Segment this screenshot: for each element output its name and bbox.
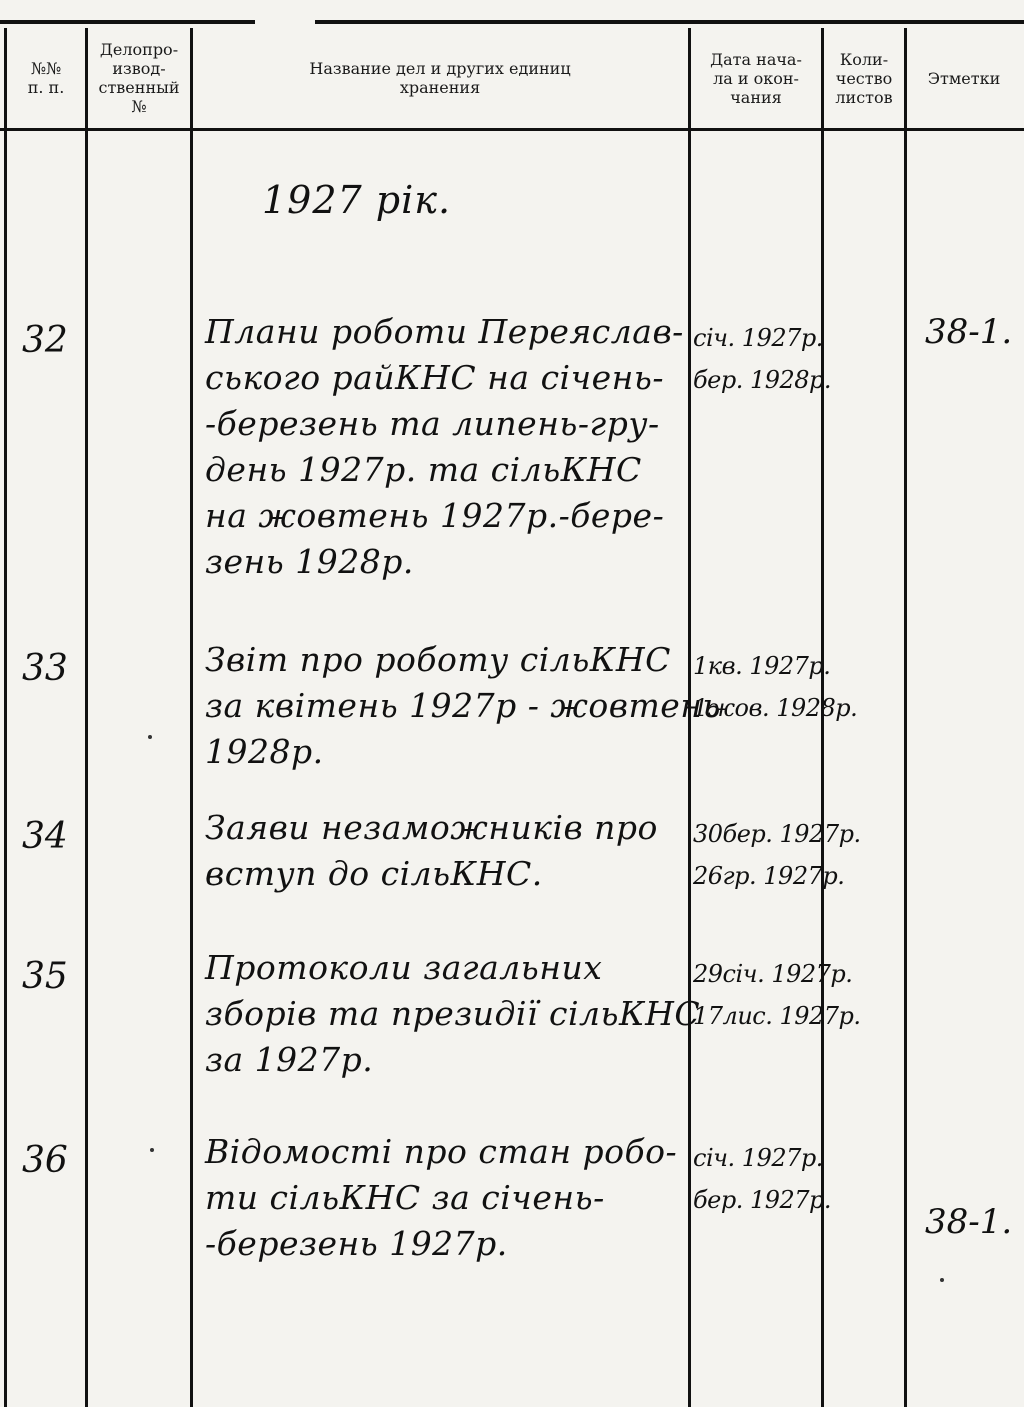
entry-mark: 38-1. [925, 1202, 1013, 1242]
entry-date-line: 26гр. 1927р. [693, 862, 845, 890]
entry-date-line: 29січ. 1927р. [693, 960, 853, 988]
entry-date-line: 30бер. 1927р. [693, 820, 861, 848]
entry-number: 36 [22, 1140, 68, 1181]
entry-title-line: Відомості про стан робо- [205, 1132, 678, 1171]
entry-date-line: січ. 1927р. [693, 1144, 823, 1172]
entry-title-line: зень 1928р. [205, 542, 414, 581]
header-sheets: Коли- чество листов [835, 49, 893, 107]
entry-title-line: ського райКНС на січень- [205, 358, 665, 397]
entry-number: 32 [22, 320, 68, 361]
header-office-number: Делопро- извод- ственный № [98, 40, 180, 116]
entry-title-line: Протоколи загальних [205, 948, 603, 987]
entry-title-line: на жовтень 1927р.-бере- [205, 496, 665, 535]
entry-title-line: день 1927р. та сільКНС [205, 450, 642, 489]
column-line [904, 28, 907, 1407]
entry-number: 35 [22, 956, 68, 997]
entry-date-line: бер. 1928р. [693, 366, 832, 394]
header-number: №№ п. п. [27, 59, 65, 97]
entry-title-line: Плани роботи Переяслав- [205, 312, 684, 351]
entry-title-line: Заяви незаможників про [205, 808, 658, 847]
entry-number: 33 [22, 648, 68, 689]
entry-title-line: ти сільКНС за січень- [205, 1178, 605, 1217]
entry-date-line: 1жов. 1928р. [693, 694, 858, 722]
entry-title-line: за 1927р. [205, 1040, 374, 1079]
entry-title-line: 1928р. [205, 732, 324, 771]
entry-title-line: вступ до сільКНС. [205, 854, 543, 893]
entry-title-line: -березень 1927р. [205, 1224, 508, 1263]
entry-date-line: бер. 1927р. [693, 1186, 832, 1214]
entry-date-line: січ. 1927р. [693, 324, 823, 352]
header-title: Название дел и других единиц хранения [309, 59, 571, 97]
header-marks: Этметки [927, 68, 1001, 88]
top-border [0, 20, 1024, 24]
entry-date-line: 1кв. 1927р. [693, 652, 831, 680]
header-dates: Дата нача- ла и окон- чания [710, 49, 802, 107]
column-line [85, 28, 88, 1407]
year-heading: 1927 рік. [262, 178, 452, 222]
column-line [190, 28, 193, 1407]
entry-title-line: Звіт про роботу сільКНС [205, 640, 671, 679]
entry-number: 34 [22, 816, 68, 857]
entry-date-line: 17лис. 1927р. [693, 1002, 861, 1030]
entry-title-line: за квітень 1927р - жовтень [205, 686, 721, 725]
entry-title-line: зборів та президії сільКНС [205, 994, 701, 1033]
entry-mark: 38-1. [925, 312, 1013, 352]
header-divider [0, 128, 1024, 131]
column-line [4, 28, 7, 1407]
entry-title-line: -березень та липень-гру- [205, 404, 660, 443]
